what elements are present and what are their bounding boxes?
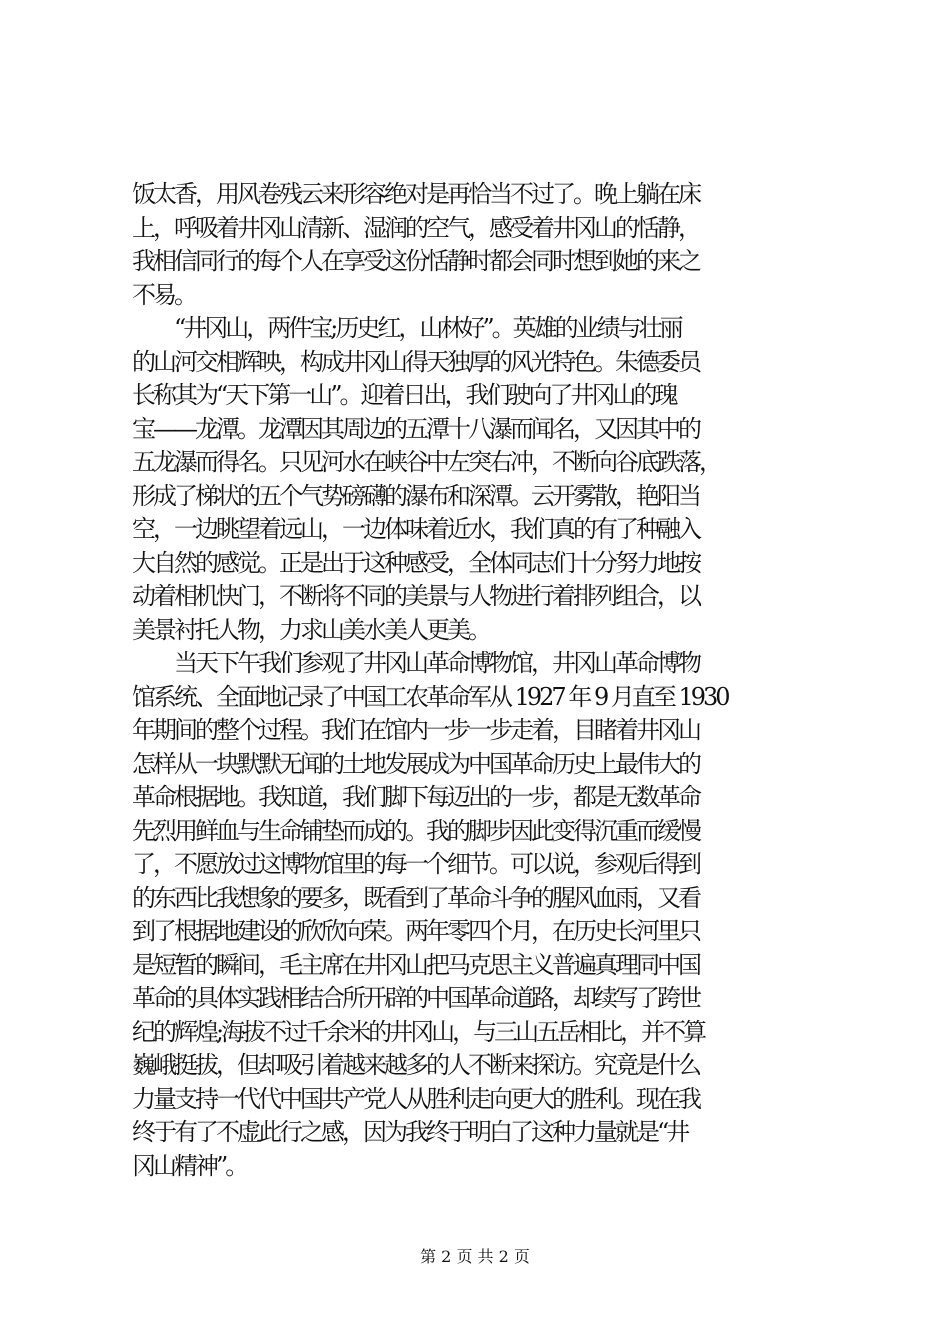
text-line: 纪的辉煌;海拔不过千余米的井冈山，与三山五岳相比，并不算 (132, 1017, 705, 1046)
text-line: 上，呼吸着井冈山清新、湿润的空气，感受着井冈山的恬静， (132, 213, 699, 242)
text-line: 不易。 (132, 280, 195, 309)
text-line: 动着相机快门，不断将不同的美景与人物进行着排列组合，以 (132, 582, 699, 610)
text-line: 革命根据地。我知道，我们脚下每迈出的一步，都是无数革命 (132, 783, 699, 811)
text-line: 终于有了不虚此行之感，因为我终于明白了这种力量就是“井 (132, 1118, 688, 1146)
text-line: 馆系统、全面地记录了中国工农革命军从 1927 年 9 月直至 1930 (132, 682, 728, 711)
text-line: 了，不愿放过这博物馆里的每一个细节。可以说，参观后得到 (132, 850, 699, 878)
text-line: 冈山精神”。 (132, 1151, 247, 1180)
text-line: “井冈山，两件宝;历史红，山林好”。英雄的业绩与壮丽 (132, 314, 681, 342)
page-footer: 第 2 页 共 2 页 (420, 1247, 530, 1266)
text-line: 宝——龙潭。龙潭因其周边的五潭十八瀑而闻名，又因其中的 (132, 414, 699, 443)
text-line: 怎样从一块默默无闻的土地发展成为中国革命历史上最伟大的 (132, 749, 699, 778)
text-line: 饭太香，用风卷残云来形容绝对是再恰当不过了。晚上躺在床 (132, 180, 699, 208)
text-line: 的东西比我想象的要多，既看到了革命斗争的腥风血雨，又看 (132, 883, 699, 912)
text-line: 年期间的整个过程。我们在馆内一步一步走着，目睹着井冈山 (132, 716, 699, 744)
text-line: 大自然的感觉。正是出于这种感受，全体同志们十分努力地按 (132, 548, 699, 577)
text-line: 我相信同行的每个人在享受这份恬静时都会同时想到她的来之 (132, 247, 699, 275)
text-line: 当天下午我们参观了井冈山革命博物馆，井冈山革命博物 (132, 649, 699, 677)
text-line: 形成了梯状的五个气势磅礴的瀑布和深潭。云开雾散，艳阳当 (132, 481, 699, 510)
text-line: 是短暂的瞬间，毛主席在井冈山把马克思主义普遍真理同中国 (132, 950, 699, 979)
document-body (132, 178, 832, 1183)
text-line: 先烈用鲜血与生命铺垫而成的。我的脚步因此变得沉重而缓慢 (132, 816, 699, 845)
text-line: 的山河交相辉映，构成井冈山得天独厚的风光特色。朱德委员 (132, 347, 699, 376)
text-line: 到了根据地建设的欣欣向荣。两年零四个月，在历史长河里只 (132, 917, 699, 945)
text-line: 美景衬托人物，力求山美水美人更美。 (132, 615, 489, 644)
text-line: 巍峨挺拔，但却吸引着越来越多的人不断来探访。究竟是什么 (132, 1051, 699, 1079)
text-line: 空，一边眺望着远山，一边体味着近水，我们真的有了种融入 (132, 515, 699, 543)
text-line: 革命的具体实践相结合所开辟的中国革命道路，却续写了跨世 (132, 984, 699, 1012)
text-line: 力量支持一代代中国共产党人从胜利走向更大的胜利。现在我 (132, 1084, 699, 1113)
text-line: 长称其为“天下第一山”。迎着日出，我们驶向了井冈山的瑰 (132, 381, 676, 409)
text-line: 五龙瀑而得名。只见河水在峡谷中左突右冲，不断向谷底跌落， (132, 448, 720, 476)
